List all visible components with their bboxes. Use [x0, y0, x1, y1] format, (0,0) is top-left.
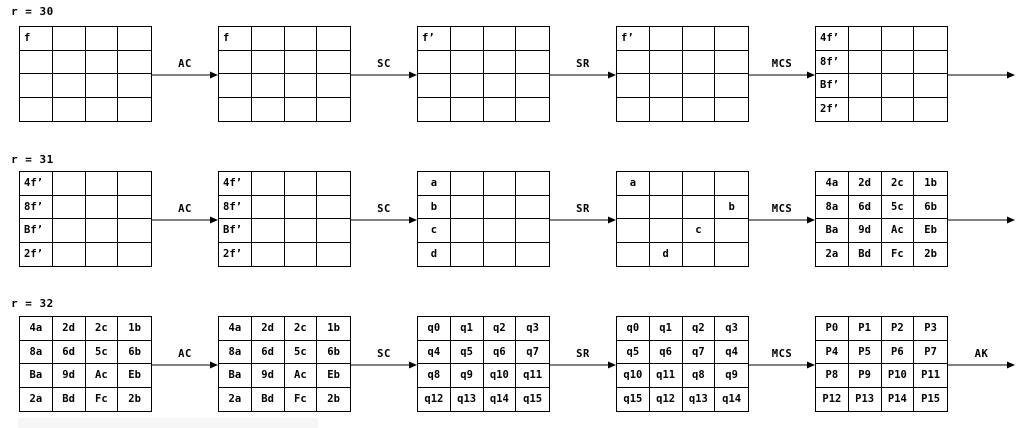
state-cell	[53, 27, 86, 51]
state-cell: Bf’	[20, 219, 53, 243]
state-cell: 6b	[317, 341, 350, 365]
state-cell	[715, 172, 748, 196]
state-cell: f	[20, 27, 53, 51]
operation-label: SR	[576, 203, 590, 215]
state-cell: 2a	[219, 388, 252, 412]
state-cell	[118, 51, 151, 75]
state-cell: 8a	[219, 341, 252, 365]
state-cell: q12	[650, 388, 683, 412]
state-cell	[86, 98, 119, 122]
state-cell: P5	[849, 341, 882, 365]
state-grid	[417, 26, 550, 122]
state-cell	[451, 74, 484, 98]
state-cell	[683, 243, 716, 267]
state-cell	[516, 27, 549, 51]
state-cell	[118, 172, 151, 196]
state-cell: 9d	[849, 219, 882, 243]
round-label: r = 32	[11, 297, 54, 310]
state-cell: 9d	[53, 364, 86, 388]
state-cell	[317, 219, 350, 243]
state-cell: P6	[882, 341, 915, 365]
operation-label: MCS	[771, 58, 793, 70]
state-cell: q6	[650, 341, 683, 365]
state-grid	[417, 171, 550, 267]
state-cell: d	[418, 243, 451, 267]
state-cell	[317, 172, 350, 196]
state-cell	[285, 51, 318, 75]
state-grid	[616, 26, 749, 122]
state-cell	[914, 51, 947, 75]
state-cell: 2b	[327, 393, 340, 406]
state-cell	[53, 74, 86, 98]
state-cell	[317, 196, 350, 220]
state-cell	[118, 27, 151, 51]
state-cell: Fc	[285, 388, 318, 412]
state-cell	[285, 196, 318, 220]
state-cell	[285, 243, 318, 267]
state-cell	[683, 27, 716, 51]
state-cell	[86, 172, 119, 196]
state-cell	[53, 219, 86, 243]
state-cell: 5c	[882, 196, 915, 220]
state-cell	[418, 51, 451, 75]
state-cell	[285, 27, 318, 51]
background-strip	[18, 418, 318, 428]
state-cell	[252, 196, 285, 220]
state-cell	[882, 51, 915, 75]
state-cell	[882, 74, 915, 98]
state-cell: q15	[523, 393, 543, 406]
state-cell	[516, 172, 549, 196]
state-cell	[683, 74, 716, 98]
state-cell: P9	[849, 364, 882, 388]
state-cell	[252, 98, 285, 122]
arrowhead-icon	[608, 72, 616, 79]
operation-label: SC	[377, 348, 391, 360]
state-cell	[617, 51, 650, 75]
state-cell	[650, 74, 683, 98]
round-label: r = 30	[11, 5, 54, 18]
arrowhead-icon	[807, 217, 815, 224]
state-cell	[86, 74, 119, 98]
state-cell: q14	[484, 388, 517, 412]
state-cell: q9	[451, 364, 484, 388]
state-cell	[849, 98, 882, 122]
state-cell: 2a	[816, 243, 849, 267]
state-cell: P14	[882, 388, 915, 412]
arrowhead-icon	[807, 72, 815, 79]
state-cell	[53, 172, 86, 196]
state-cell: 1b	[914, 172, 947, 196]
state-cell: Eb	[317, 364, 350, 388]
state-cell	[86, 219, 119, 243]
state-cell: Ba	[219, 364, 252, 388]
state-cell: 5c	[86, 341, 119, 365]
state-cell: q13	[683, 388, 716, 412]
state-cell	[484, 243, 517, 267]
state-cell	[650, 219, 683, 243]
state-cell	[252, 219, 285, 243]
operation-label: SR	[576, 348, 590, 360]
state-cell: b	[418, 196, 451, 220]
state-cell	[516, 51, 549, 75]
state-cell	[53, 196, 86, 220]
state-cell: f’	[617, 27, 650, 51]
state-cell: 4f’	[219, 172, 252, 196]
state-cell	[715, 219, 748, 243]
state-cell: q5	[451, 341, 484, 365]
state-cell	[86, 27, 119, 51]
state-cell	[317, 27, 350, 51]
state-cell	[484, 196, 517, 220]
state-cell: a	[418, 172, 451, 196]
state-cell: Ac	[882, 219, 915, 243]
state-cell: 6d	[53, 341, 86, 365]
state-cell: q13	[451, 388, 484, 412]
operation-label: AC	[178, 58, 192, 70]
state-cell	[317, 98, 350, 122]
operation-label: SR	[576, 58, 590, 70]
arrowhead-icon	[1007, 217, 1015, 224]
state-cell	[516, 98, 549, 122]
state-cell	[252, 27, 285, 51]
state-cell	[118, 98, 151, 122]
state-grid	[19, 26, 152, 122]
operation-label: MCS	[771, 348, 793, 360]
state-cell: P12	[816, 388, 849, 412]
state-cell: Fc	[86, 388, 119, 412]
state-cell: Ac	[285, 364, 318, 388]
state-cell: P4	[816, 341, 849, 365]
arrowhead-icon	[210, 217, 218, 224]
state-cell	[617, 196, 650, 220]
arrowhead-icon	[409, 362, 417, 369]
state-cell	[317, 243, 350, 267]
state-cell: 2d	[53, 317, 86, 341]
state-cell: q2	[683, 317, 716, 341]
state-cell	[914, 27, 947, 51]
state-cell	[484, 219, 517, 243]
state-cell: 2c	[86, 317, 119, 341]
state-cell: 8f’	[219, 196, 252, 220]
operation-label: AK	[974, 348, 989, 360]
arrowhead-icon	[807, 362, 815, 369]
arrowhead-icon	[409, 72, 417, 79]
state-cell	[20, 51, 53, 75]
state-cell	[650, 51, 683, 75]
state-cell: d	[650, 243, 683, 267]
state-cell	[516, 196, 549, 220]
state-grid	[616, 171, 749, 267]
round-label: r = 31	[11, 153, 54, 166]
state-cell	[451, 172, 484, 196]
state-cell: q12	[418, 388, 451, 412]
state-cell: q7	[683, 341, 716, 365]
state-cell	[418, 98, 451, 122]
state-grid	[19, 171, 152, 267]
state-cell: q2	[484, 317, 517, 341]
operation-label: MCS	[771, 203, 793, 215]
state-cell: 8f’	[20, 196, 53, 220]
state-cell: q10	[617, 364, 650, 388]
state-cell: P13	[849, 388, 882, 412]
state-grid	[218, 171, 351, 267]
state-cell: f’	[418, 27, 451, 51]
state-cell: Ac	[86, 364, 119, 388]
state-cell: 4f’	[816, 27, 849, 51]
state-cell: P1	[849, 317, 882, 341]
state-cell	[516, 219, 549, 243]
state-cell: q4	[418, 341, 451, 365]
state-cell: c	[683, 219, 716, 243]
state-grid	[815, 316, 948, 412]
state-cell: b	[715, 196, 748, 220]
state-cell: Bd	[252, 388, 285, 412]
state-cell	[617, 98, 650, 122]
state-cell: 2d	[252, 317, 285, 341]
state-cell	[484, 172, 517, 196]
state-cell	[914, 98, 947, 122]
state-cell: 4f’	[20, 172, 53, 196]
state-cell: f	[219, 27, 252, 51]
operation-label: SC	[377, 58, 391, 70]
state-cell: q3	[516, 317, 549, 341]
state-cell	[715, 243, 748, 267]
state-cell: P2	[882, 317, 915, 341]
state-grid	[218, 316, 351, 412]
state-cell	[715, 98, 748, 122]
state-cell: q5	[617, 341, 650, 365]
state-cell	[317, 51, 350, 75]
state-cell: 2a	[20, 388, 53, 412]
state-cell: 4a	[219, 317, 252, 341]
state-cell	[849, 51, 882, 75]
state-cell: q7	[516, 341, 549, 365]
state-cell: q6	[484, 341, 517, 365]
state-cell	[451, 51, 484, 75]
state-cell	[516, 243, 549, 267]
state-cell: P0	[816, 317, 849, 341]
state-cell: q1	[451, 317, 484, 341]
state-cell	[53, 243, 86, 267]
state-cell	[914, 74, 947, 98]
state-cell	[715, 74, 748, 98]
state-cell: Bf’	[219, 219, 252, 243]
state-cell	[118, 219, 151, 243]
state-cell	[484, 27, 517, 51]
state-cell: q14	[722, 393, 742, 406]
operation-label: AC	[178, 203, 192, 215]
state-cell	[451, 27, 484, 51]
state-cell: q4	[715, 341, 748, 365]
state-cell: Eb	[118, 364, 151, 388]
state-cell: 2d	[849, 172, 882, 196]
state-cell: q9	[715, 364, 748, 388]
state-cell	[86, 243, 119, 267]
state-cell	[20, 98, 53, 122]
state-cell: P15	[921, 393, 941, 406]
state-cell	[118, 74, 151, 98]
state-cell: 5c	[285, 341, 318, 365]
state-cell	[20, 74, 53, 98]
state-cell: 1b	[317, 317, 350, 341]
state-cell	[285, 172, 318, 196]
state-cell	[617, 74, 650, 98]
state-grid	[815, 171, 948, 267]
state-cell: q10	[484, 364, 517, 388]
state-cell: Ba	[816, 219, 849, 243]
arrowhead-icon	[210, 362, 218, 369]
arrowhead-icon	[1007, 362, 1015, 369]
state-grid	[815, 26, 948, 122]
state-cell	[252, 74, 285, 98]
state-cell: q8	[683, 364, 716, 388]
state-cell	[285, 219, 318, 243]
state-cell: 2b	[128, 393, 141, 406]
state-cell: 2f’	[816, 98, 849, 122]
state-cell	[219, 51, 252, 75]
state-cell	[451, 219, 484, 243]
state-cell: q0	[617, 317, 650, 341]
state-cell: 2f’	[20, 243, 53, 267]
state-cell	[650, 196, 683, 220]
state-cell	[516, 74, 549, 98]
state-cell: 4a	[20, 317, 53, 341]
state-cell	[617, 219, 650, 243]
state-cell: Ba	[20, 364, 53, 388]
state-grid	[417, 316, 550, 412]
state-cell	[285, 98, 318, 122]
state-cell	[882, 98, 915, 122]
arrowhead-icon	[608, 217, 616, 224]
state-cell: 2b	[924, 248, 937, 261]
state-cell	[617, 243, 650, 267]
state-cell: Fc	[882, 243, 915, 267]
operation-label: SC	[377, 203, 391, 215]
state-cell	[252, 51, 285, 75]
state-cell: Eb	[914, 219, 947, 243]
state-cell	[882, 27, 915, 51]
state-cell	[683, 196, 716, 220]
state-cell: c	[418, 219, 451, 243]
state-cell	[451, 98, 484, 122]
state-cell	[86, 196, 119, 220]
state-cell: 2c	[285, 317, 318, 341]
state-cell	[86, 51, 119, 75]
state-cell: 8a	[20, 341, 53, 365]
state-cell: q8	[418, 364, 451, 388]
state-grid	[19, 316, 152, 412]
state-cell: a	[617, 172, 650, 196]
state-cell: q3	[715, 317, 748, 341]
state-cell	[53, 98, 86, 122]
state-cell	[650, 98, 683, 122]
arrowhead-icon	[1007, 72, 1015, 79]
operation-label: AC	[178, 348, 192, 360]
state-cell	[219, 98, 252, 122]
state-cell: q11	[650, 364, 683, 388]
arrowhead-icon	[608, 362, 616, 369]
state-cell: 4a	[816, 172, 849, 196]
state-cell	[683, 172, 716, 196]
state-cell	[484, 74, 517, 98]
state-cell: 6d	[252, 341, 285, 365]
state-cell: P3	[914, 317, 947, 341]
state-cell	[683, 51, 716, 75]
state-cell: Bf’	[816, 74, 849, 98]
state-cell	[252, 243, 285, 267]
state-cell	[451, 196, 484, 220]
arrowhead-icon	[409, 217, 417, 224]
state-cell: 2f’	[219, 243, 252, 267]
state-cell: P10	[882, 364, 915, 388]
state-cell	[849, 74, 882, 98]
state-grid	[218, 26, 351, 122]
state-cell	[650, 27, 683, 51]
state-cell	[418, 74, 451, 98]
state-cell: Bd	[849, 243, 882, 267]
state-cell: 6b	[118, 341, 151, 365]
state-cell: 8f’	[816, 51, 849, 75]
state-cell: P8	[816, 364, 849, 388]
state-grid	[616, 316, 749, 412]
state-cell	[650, 172, 683, 196]
state-cell	[317, 74, 350, 98]
state-cell: q11	[516, 364, 549, 388]
state-cell	[484, 98, 517, 122]
state-cell	[451, 243, 484, 267]
state-cell	[484, 51, 517, 75]
state-cell	[53, 51, 86, 75]
state-cell	[715, 27, 748, 51]
state-cell: 9d	[252, 364, 285, 388]
state-cell	[683, 98, 716, 122]
state-cell: q1	[650, 317, 683, 341]
state-cell	[849, 27, 882, 51]
state-cell: 8a	[816, 196, 849, 220]
state-cell: 2c	[882, 172, 915, 196]
state-cell	[715, 51, 748, 75]
state-cell: P7	[914, 341, 947, 365]
state-cell	[252, 172, 285, 196]
state-cell	[118, 196, 151, 220]
state-cell: q0	[418, 317, 451, 341]
state-cell	[219, 74, 252, 98]
state-cell: 1b	[118, 317, 151, 341]
state-cell	[118, 243, 151, 267]
state-cell: 6b	[914, 196, 947, 220]
state-cell: P11	[914, 364, 947, 388]
state-cell: q15	[617, 388, 650, 412]
state-cell: 6d	[849, 196, 882, 220]
arrowhead-icon	[210, 72, 218, 79]
state-cell	[285, 74, 318, 98]
state-cell: Bd	[53, 388, 86, 412]
